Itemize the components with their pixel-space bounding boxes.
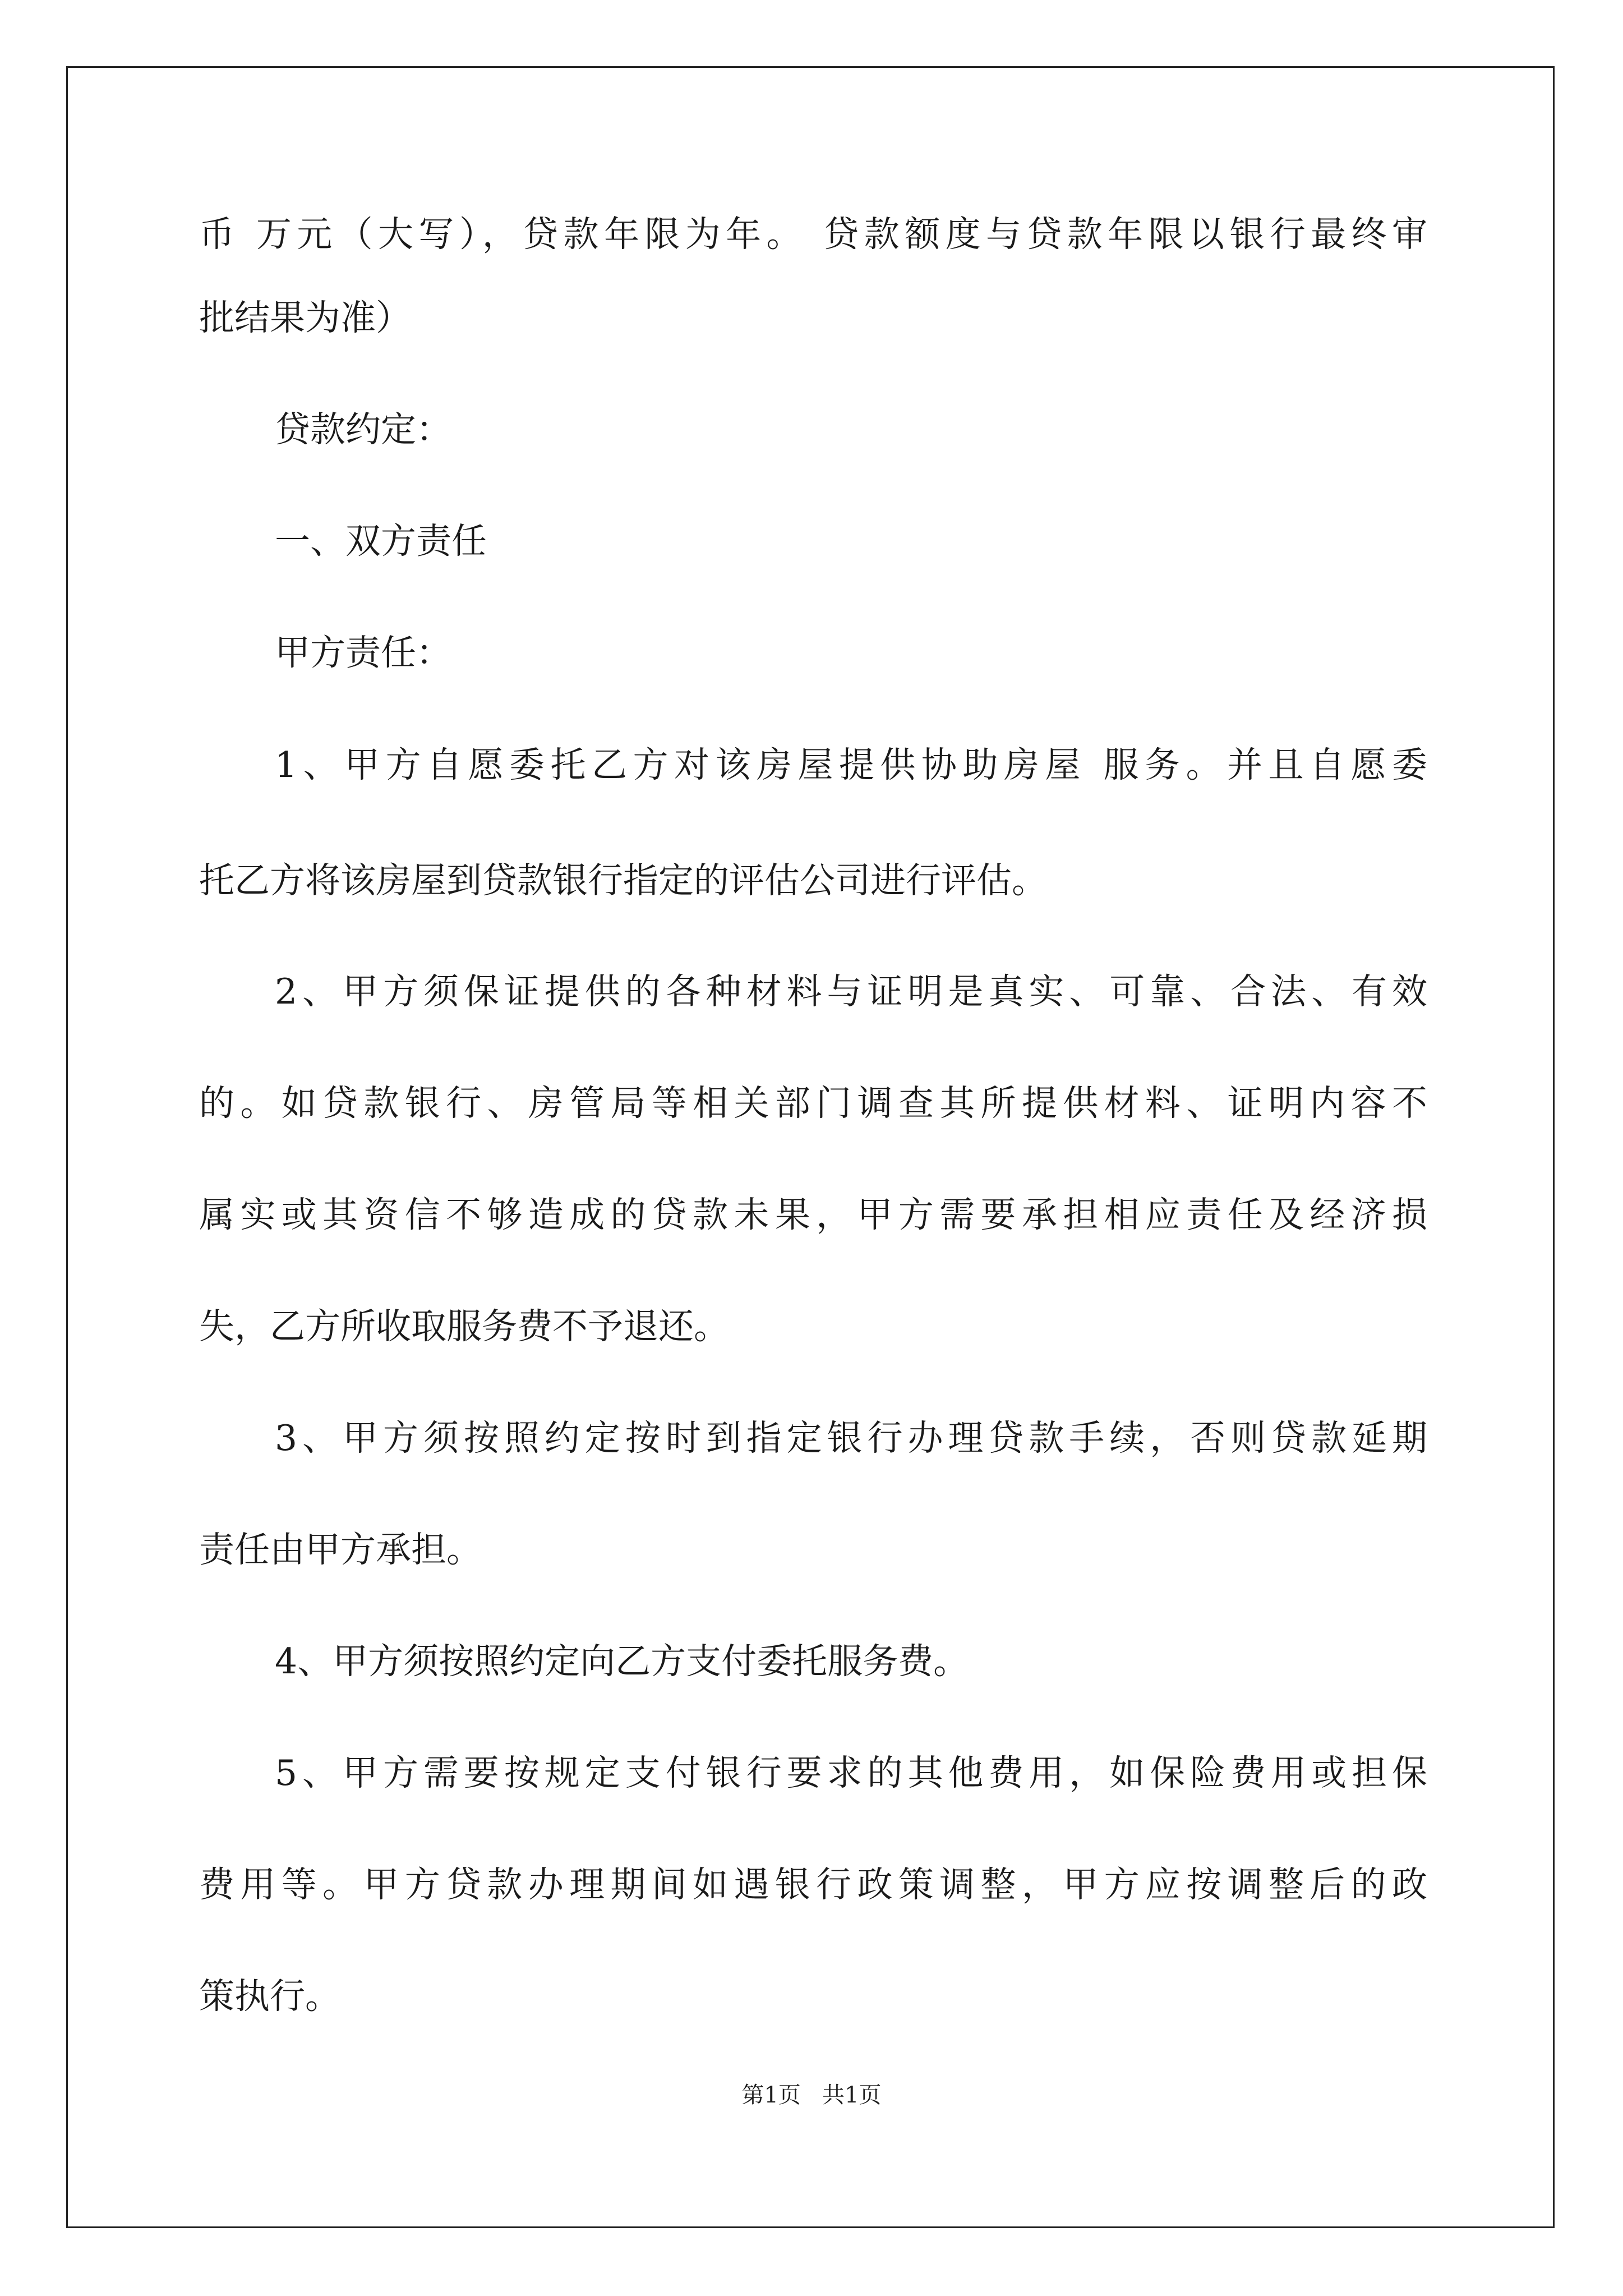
paragraph-line: 费用等。甲方贷款办理期间如遇银行政策调整，甲方应按调整后的政 [199,1864,1427,1905]
paragraph-line: 5、甲方需要按规定支付银行要求的其他费用，如保险费用或担保 [275,1752,1427,1793]
paragraph-line: 策执行。 [199,1976,340,2017]
paragraph-line: 币 万元（大写），贷款年限为年。 贷款额度与贷款年限以银行最终审 [199,214,1427,255]
paragraph-line: 的。如贷款银行、房管局等相关部门调查其所提供材料、证明内容不 [199,1083,1427,1124]
paragraph-line: 3、甲方须按照约定按时到指定银行办理贷款手续，否则贷款延期 [275,1418,1427,1458]
page-number-footer: 第1页 共1页 [741,2082,882,2108]
section-heading: 一、双方责任 [275,521,487,562]
paragraph-line: 2、甲方须保证提供的各种材料与证明是真实、可靠、合法、有效 [275,971,1427,1012]
paragraph-line: 1、甲方自愿委托乙方对该房屋提供协助房屋 服务。并且自愿委 [275,744,1427,785]
paragraph-line: 托乙方将该房屋到贷款银行指定的评估公司进行评估。 [199,860,1047,901]
paragraph-line: 责任由甲方承担。 [199,1529,482,1570]
section-heading: 甲方责任： [275,632,451,673]
paragraph-line: 批结果为准） [199,297,411,338]
section-heading: 贷款约定： [275,409,451,450]
paragraph-line: 属实或其资信不够造成的贷款未果，甲方需要承担相应责任及经济损 [199,1194,1427,1235]
paragraph-line: 4、甲方须按照约定向乙方支付委托服务费。 [275,1641,969,1682]
paragraph-line: 失，乙方所收取服务费不予退还。 [199,1306,729,1347]
